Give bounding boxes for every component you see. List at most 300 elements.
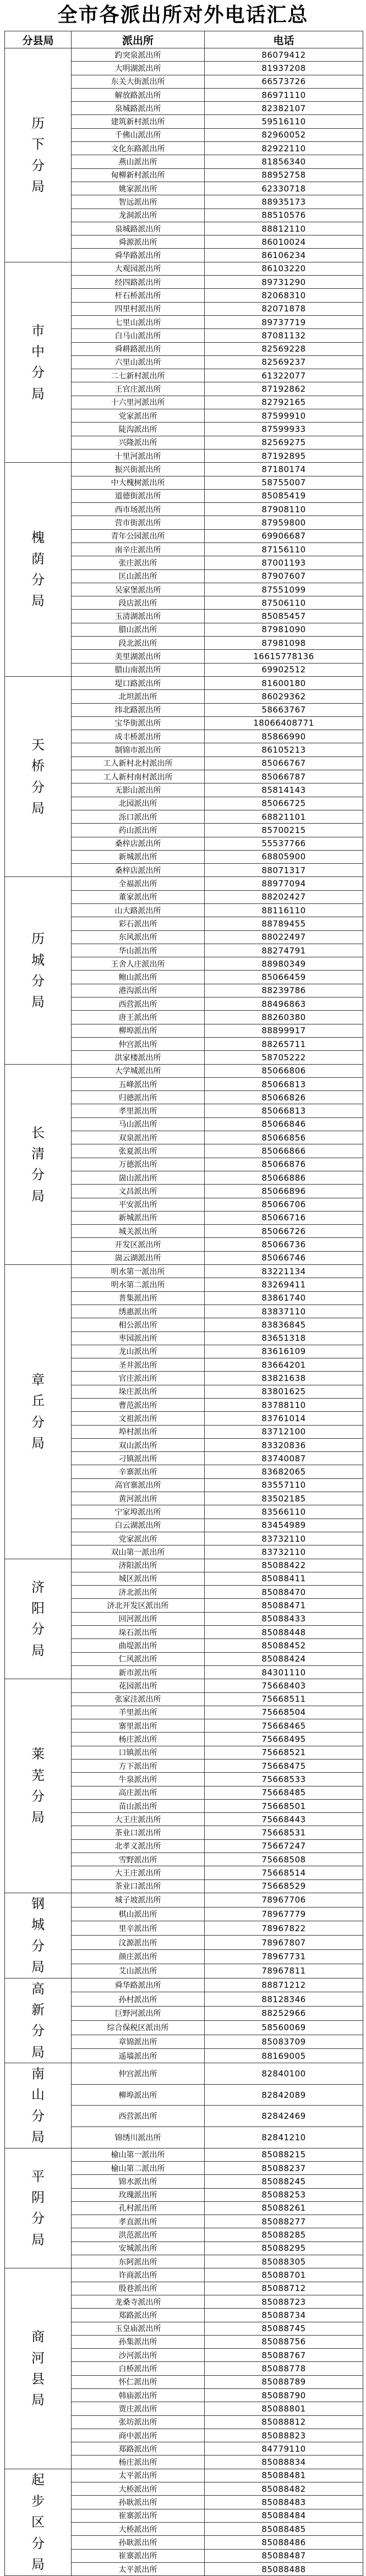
page-title: 全市各派出所对外电话汇总 [57, 4, 309, 26]
station-name: 新城派出所 [72, 1211, 205, 1224]
station-name: 桑梓店派出所 [72, 864, 205, 877]
phone-number: 83566110 [205, 1505, 363, 1519]
station-name: 雪野派出所 [72, 1853, 205, 1866]
phone-number: 83664201 [205, 1358, 363, 1372]
phone-number: 85066716 [205, 1211, 363, 1224]
phone-number: 82840100 [205, 2063, 363, 2085]
station-name: 解放路派出所 [72, 88, 205, 101]
station-name: 药山派出所 [72, 824, 205, 837]
county-cell [5, 1978, 72, 2063]
phone-number: 85088485 [205, 2522, 363, 2535]
phone-number: 88977094 [205, 877, 363, 890]
phone-number: 87908110 [205, 503, 363, 516]
phone-number: 78967779 [205, 1907, 363, 1921]
phone-number: 86010024 [205, 235, 363, 249]
county-name: 平阴分局 [31, 2168, 45, 2248]
station-name: 五峰派出所 [72, 1077, 205, 1090]
station-name: 埠村派出所 [72, 1425, 205, 1438]
station-name: 榆山第一派出所 [72, 2148, 205, 2161]
phone-number: 75668511 [205, 1692, 363, 1706]
station-name: 玉皇庙派出所 [72, 2322, 205, 2335]
station-name: 平安派出所 [72, 1198, 205, 1211]
phone-number: 83732110 [205, 1545, 363, 1559]
phone-number: 75668521 [205, 1746, 363, 1759]
station-name: 崔寨派出所 [72, 2509, 205, 2522]
phone-number: 88260380 [205, 1011, 363, 1024]
station-name: 大学城派出所 [72, 1064, 205, 1077]
county-cell [5, 1559, 72, 1679]
phone-number: 75668485 [205, 1786, 363, 1799]
station-name: 仁风派出所 [72, 1652, 205, 1665]
phone-number: 85088487 [205, 2549, 363, 2562]
phone-number: 58663767 [205, 703, 363, 716]
station-name: 张夏派出所 [72, 1144, 205, 1158]
station-name: 崮云湖派出所 [72, 1251, 205, 1264]
county-cell [5, 2469, 72, 2575]
station-name: 花园派出所 [72, 1679, 205, 1692]
station-name: 官庄派出所 [72, 1372, 205, 1385]
station-name: 文化东路派出所 [72, 142, 205, 155]
station-name: 建筑新村派出所 [72, 115, 205, 128]
station-name: 孙村派出所 [72, 1992, 205, 2007]
station-name: 颜庄派出所 [72, 1949, 205, 1964]
station-name: 北园派出所 [72, 797, 205, 810]
phone-number: 83836845 [205, 1318, 363, 1331]
station-name: 高庄派出所 [72, 1786, 205, 1799]
phone-number: 78967706 [205, 1893, 363, 1907]
phone-number: 85066746 [205, 1251, 363, 1264]
table-row [5, 48, 363, 62]
county-name: 莱芜分局 [31, 1746, 45, 1826]
station-name: 太平派出所 [72, 2562, 205, 2575]
county-name: 济阳分局 [31, 1579, 45, 1658]
phone-number: 78967731 [205, 1949, 363, 1964]
station-name: 龙山派出所 [72, 1345, 205, 1358]
phone-number: 85088701 [205, 2268, 363, 2282]
station-name: 大王庄派出所 [72, 1813, 205, 1826]
station-name: 西营派出所 [72, 997, 205, 1011]
phone-number: 81856340 [205, 155, 363, 168]
station-name: 商中派出所 [72, 2429, 205, 2442]
station-name: 双泉派出所 [72, 1131, 205, 1144]
station-name: 开发区派出所 [72, 1238, 205, 1251]
station-name: 兴隆派出所 [72, 436, 205, 449]
phone-number: 86103220 [205, 262, 363, 275]
station-name: 甸柳新村派出所 [72, 168, 205, 182]
station-name: 苗山派出所 [72, 1799, 205, 1812]
station-name: 羊里派出所 [72, 1706, 205, 1719]
station-name: 中大槐树派出所 [72, 476, 205, 489]
county-cell [5, 1893, 72, 1978]
phone-number: 85700215 [205, 824, 363, 837]
phone-number: 75668531 [205, 1826, 363, 1839]
phone-number: 88252966 [205, 2007, 363, 2021]
station-name: 彩石派出所 [72, 917, 205, 930]
county-cell [5, 2063, 72, 2149]
phone-number: 82569228 [205, 342, 363, 355]
phone-number: 85088812 [205, 2415, 363, 2429]
phone-number: 85088253 [205, 2188, 363, 2201]
phone-number: 75668475 [205, 1760, 363, 1773]
station-name: 玫瑰派出所 [72, 2188, 205, 2201]
station-name: 锦绣川派出所 [72, 2127, 205, 2149]
station-name: 陡沟派出所 [72, 423, 205, 436]
phone-number: 82569275 [205, 436, 363, 449]
station-name: 枣园派出所 [72, 1331, 205, 1345]
phone-number: 62330718 [205, 182, 363, 195]
station-name: 六里山派出所 [72, 355, 205, 369]
station-name: 美里湖派出所 [72, 650, 205, 663]
phone-number: 85066813 [205, 1077, 363, 1090]
phone-number: 83557110 [205, 1478, 363, 1492]
station-name: 白桥派出所 [72, 2362, 205, 2375]
station-name: 杆石桥派出所 [72, 289, 205, 302]
station-name: 口镇派出所 [72, 1746, 205, 1759]
phone-number: 87192862 [205, 382, 363, 396]
station-name: 十六里河派出所 [72, 396, 205, 409]
phone-number: 85088261 [205, 2201, 363, 2215]
phone-number: 88812110 [205, 222, 363, 235]
table-row [5, 2268, 363, 2282]
station-name: 鲍山派出所 [72, 971, 205, 984]
phone-number: 85066896 [205, 1185, 363, 1198]
phone-number: 85088790 [205, 2389, 363, 2402]
phone-number: 85088481 [205, 2469, 363, 2482]
table-row [5, 2469, 363, 2482]
station-name: 普集派出所 [72, 1291, 205, 1305]
station-name: 洪范派出所 [72, 2228, 205, 2241]
station-name: 牛泉派出所 [72, 1773, 205, 1786]
header-phone: 电话 [205, 31, 363, 48]
county-cell [5, 877, 72, 1064]
station-name: 腊山派出所 [72, 623, 205, 636]
station-name: 姚家派出所 [72, 182, 205, 195]
header-station: 派出所 [72, 31, 205, 48]
station-name: 北坦派出所 [72, 690, 205, 703]
phone-number: 85066787 [205, 770, 363, 783]
phone-number: 85066459 [205, 971, 363, 984]
station-name: 贾庄派出所 [72, 2402, 205, 2415]
phone-number: 75668514 [205, 1866, 363, 1879]
station-name: 成丰桥派出所 [72, 730, 205, 743]
station-name: 华山派出所 [72, 944, 205, 957]
phone-number: 88022497 [205, 930, 363, 944]
phone-number: 87907607 [205, 569, 363, 583]
phone-number: 82842089 [205, 2084, 363, 2106]
station-name: 党家派出所 [72, 409, 205, 423]
station-name: 张庄派出所 [72, 556, 205, 569]
phone-number: 85066806 [205, 1064, 363, 1077]
station-name: 七里山派出所 [72, 315, 205, 328]
phone-number: 88239786 [205, 984, 363, 997]
station-name: 十里河派出所 [72, 449, 205, 462]
station-name: 王舍人庄派出所 [72, 957, 205, 971]
station-name: 段北派出所 [72, 637, 205, 650]
station-name: 遥墙派出所 [72, 2049, 205, 2063]
phone-number: 85066767 [205, 757, 363, 770]
phone-number: 88871212 [205, 1978, 363, 1992]
station-name: 济北开发区派出所 [72, 1599, 205, 1612]
station-name: 柳埠派出所 [72, 1024, 205, 1037]
phone-number: 85088482 [205, 2482, 363, 2496]
phone-number: 83616109 [205, 1345, 363, 1358]
station-name: 泉城路派出所 [72, 222, 205, 235]
county-name: 天桥分局 [31, 737, 45, 816]
station-name: 舜华路派出所 [72, 249, 205, 262]
phone-number: 88789455 [205, 917, 363, 930]
phone-number: 85088801 [205, 2402, 363, 2415]
station-name: 城关派出所 [72, 1225, 205, 1238]
phone-number: 68821101 [205, 810, 363, 823]
station-name: 孝里派出所 [72, 1104, 205, 1117]
phone-number: 78967811 [205, 1964, 363, 1978]
phone-number: 85066826 [205, 1091, 363, 1104]
station-name: 孙耿派出所 [72, 2536, 205, 2549]
phone-number: 88510576 [205, 209, 363, 222]
station-name: 工人新村北村派出所 [72, 757, 205, 770]
phone-number: 75668533 [205, 1773, 363, 1786]
phone-number: 85088452 [205, 1639, 363, 1652]
phone-number: 85066866 [205, 1144, 363, 1158]
station-name: 大明湖派出所 [72, 62, 205, 75]
station-name: 东阿派出所 [72, 2255, 205, 2268]
phone-number: 86079412 [205, 48, 363, 62]
table-row [5, 1064, 363, 1077]
station-name: 大王庄派出所 [72, 1866, 205, 1879]
station-name: 垛庄派出所 [72, 1385, 205, 1398]
station-name: 城子坡派出所 [72, 1893, 205, 1907]
station-name: 孙集派出所 [72, 2335, 205, 2348]
phone-number: 85088424 [205, 1652, 363, 1665]
station-name: 垛石派出所 [72, 1626, 205, 1639]
phone-number: 87180174 [205, 463, 363, 476]
table-row [5, 262, 363, 275]
phone-number: 85066706 [205, 1198, 363, 1211]
phone-number: 82842469 [205, 2106, 363, 2127]
phone-number: 87599910 [205, 409, 363, 423]
county-cell [5, 262, 72, 462]
station-name: 仲宫派出所 [72, 1037, 205, 1050]
table-row [5, 1893, 363, 1907]
phone-number: 16615778136 [205, 650, 363, 663]
phone-number: 85066886 [205, 1171, 363, 1184]
station-name: 万德派出所 [72, 1158, 205, 1171]
phone-number: 87081132 [205, 329, 363, 342]
county-name: 历下分局 [31, 116, 45, 195]
station-name: 玉清湖派出所 [72, 610, 205, 623]
phone-number: 83821638 [205, 1372, 363, 1385]
phone-number: 78967822 [205, 1921, 363, 1936]
header-county: 分县局 [5, 31, 72, 48]
station-name: 绣惠派出所 [72, 1305, 205, 1318]
phone-number: 87001193 [205, 556, 363, 569]
phone-number: 75668465 [205, 1719, 363, 1733]
station-name: 振兴街派出所 [72, 463, 205, 476]
station-name: 章锦派出所 [72, 2035, 205, 2049]
phone-number: 88274791 [205, 944, 363, 957]
table-row [5, 463, 363, 476]
station-name: 宁家埠派出所 [72, 1505, 205, 1519]
station-name: 无影山派出所 [72, 783, 205, 797]
phone-number: 85814143 [205, 783, 363, 797]
station-name: 西营派出所 [72, 2106, 205, 2127]
phone-number: 75668495 [205, 1733, 363, 1746]
station-name: 洪家楼派出所 [72, 1051, 205, 1064]
county-cell [5, 2268, 72, 2469]
phone-number: 83502185 [205, 1492, 363, 1505]
station-name: 郑路派出所 [72, 2309, 205, 2322]
station-name: 港沟派出所 [72, 984, 205, 997]
county-cell [5, 2148, 72, 2268]
station-name: 艾山派出所 [72, 1964, 205, 1978]
table-body [5, 48, 363, 2576]
phone-number: 82071878 [205, 302, 363, 315]
phone-number: 88265711 [205, 1037, 363, 1050]
phone-number: 83732110 [205, 1532, 363, 1545]
county-name: 钢城分局 [31, 1895, 45, 1975]
phone-number: 75668508 [205, 1853, 363, 1866]
phone-number: 85088448 [205, 1626, 363, 1639]
phone-number: 61322077 [205, 369, 363, 382]
phone-number: 87981090 [205, 623, 363, 636]
phone-number: 82922110 [205, 142, 363, 155]
station-name: 制锦市派出所 [72, 743, 205, 757]
station-name: 明水第一派出所 [72, 1265, 205, 1278]
station-name: 棋山派出所 [72, 1907, 205, 1921]
county-name: 历城分局 [31, 931, 45, 1010]
station-name: 济北派出所 [72, 1586, 205, 1599]
phone-number: 83861740 [205, 1291, 363, 1305]
station-name: 茶业口派出所 [72, 1826, 205, 1839]
station-name: 刁镇派出所 [72, 1452, 205, 1465]
station-name: 二七新村派出所 [72, 369, 205, 382]
phone-number: 69906687 [205, 529, 363, 542]
station-name: 城区派出所 [72, 1572, 205, 1585]
station-name: 舜华路派出所 [72, 1978, 205, 1992]
phone-number: 88935173 [205, 195, 363, 209]
station-name: 寨里派出所 [72, 1719, 205, 1733]
phone-number: 85866990 [205, 730, 363, 743]
table-row [5, 676, 363, 689]
station-name: 文祖派出所 [72, 1412, 205, 1425]
station-name: 大观园派出所 [72, 262, 205, 275]
phone-number: 85088277 [205, 2215, 363, 2228]
phone-number: 88116110 [205, 904, 363, 917]
phone-number: 88169005 [205, 2049, 363, 2063]
county-cell [5, 1679, 72, 1893]
station-name: 黄河派出所 [72, 1492, 205, 1505]
station-name: 仲宫派出所 [72, 2063, 205, 2085]
phone-number: 85088295 [205, 2241, 363, 2255]
phone-number: 75668501 [205, 1799, 363, 1812]
station-name: 匡山派出所 [72, 569, 205, 583]
phone-number: 82792165 [205, 396, 363, 409]
station-name: 锦水派出所 [72, 2175, 205, 2188]
station-name: 党家派出所 [72, 1532, 205, 1545]
phone-number: 85085419 [205, 489, 363, 502]
station-name: 山大路派出所 [72, 904, 205, 917]
phone-number: 87551099 [205, 583, 363, 596]
station-name: 堤口路派出所 [72, 676, 205, 689]
station-name: 白马山派出所 [72, 329, 205, 342]
station-name: 崔寨派出所 [72, 2549, 205, 2562]
station-name: 殷巷派出所 [72, 2282, 205, 2295]
station-name: 孔村派出所 [72, 2201, 205, 2215]
table-row [5, 2148, 363, 2161]
phone-number: 85088488 [205, 2562, 363, 2575]
phone-number: 88202427 [205, 890, 363, 903]
phone-number: 82382107 [205, 102, 363, 115]
station-name: 新城派出所 [72, 850, 205, 863]
phone-number: 85088712 [205, 2282, 363, 2295]
station-name: 燕山派出所 [72, 155, 205, 168]
phone-number: 83837110 [205, 1305, 363, 1318]
phone-number: 85088471 [205, 1599, 363, 1612]
phone-number: 85088745 [205, 2322, 363, 2335]
station-name: 舜耕路派出所 [72, 342, 205, 355]
phone-number: 86106234 [205, 249, 363, 262]
station-name: 东关大街派出所 [72, 75, 205, 88]
station-name: 大桥派出所 [72, 2522, 205, 2535]
phone-number: 88128346 [205, 1992, 363, 2007]
station-name: 高官寨派出所 [72, 1478, 205, 1492]
phone-number: 81600180 [205, 676, 363, 689]
phone-number: 82960052 [205, 128, 363, 141]
phone-number: 85066726 [205, 1225, 363, 1238]
phone-number: 87599933 [205, 423, 363, 436]
phone-number: 85088734 [205, 2309, 363, 2322]
station-name: 孙耿派出所 [72, 2496, 205, 2509]
county-cell [5, 463, 72, 677]
phone-number: 87156110 [205, 542, 363, 556]
station-name: 南辛庄派出所 [72, 542, 205, 556]
phone-number: 82569237 [205, 355, 363, 369]
station-name: 郑路派出所 [72, 2442, 205, 2456]
phone-number: 87981098 [205, 637, 363, 650]
phone-number: 85088723 [205, 2295, 363, 2308]
station-name: 经四路派出所 [72, 276, 205, 289]
phone-number: 85083709 [205, 2035, 363, 2049]
station-name: 大桥派出所 [72, 2482, 205, 2496]
phone-number: 81937208 [205, 62, 363, 75]
table-row [5, 877, 363, 890]
phone-number: 59516110 [205, 115, 363, 128]
station-name: 崮山派出所 [72, 1171, 205, 1184]
county-name: 起步区分局 [31, 2472, 45, 2573]
station-name: 西市场派出所 [72, 503, 205, 516]
station-name: 方下派出所 [72, 1760, 205, 1773]
county-name: 槐荫分局 [31, 530, 45, 609]
phone-number: 85088215 [205, 2148, 363, 2161]
station-name: 新市派出所 [72, 1665, 205, 1679]
table-row [5, 2063, 363, 2085]
station-name: 四里村派出所 [72, 302, 205, 315]
phone-number: 58560069 [205, 2020, 363, 2035]
county-name: 章丘分局 [31, 1372, 45, 1451]
station-name: 双山派出所 [72, 1438, 205, 1451]
phone-number: 75668403 [205, 1679, 363, 1692]
station-name: 回河派出所 [72, 1612, 205, 1625]
table-header-row [5, 31, 363, 48]
phone-number: 83801625 [205, 1385, 363, 1398]
station-name: 圣井派出所 [72, 1358, 205, 1372]
phone-number: 82841210 [205, 2127, 363, 2149]
phone-number: 87506110 [205, 596, 363, 610]
phone-number: 85088484 [205, 2509, 363, 2522]
phone-number: 85088789 [205, 2375, 363, 2388]
station-name: 龙桑寺派出所 [72, 2295, 205, 2308]
phone-number: 75668529 [205, 1879, 363, 1893]
